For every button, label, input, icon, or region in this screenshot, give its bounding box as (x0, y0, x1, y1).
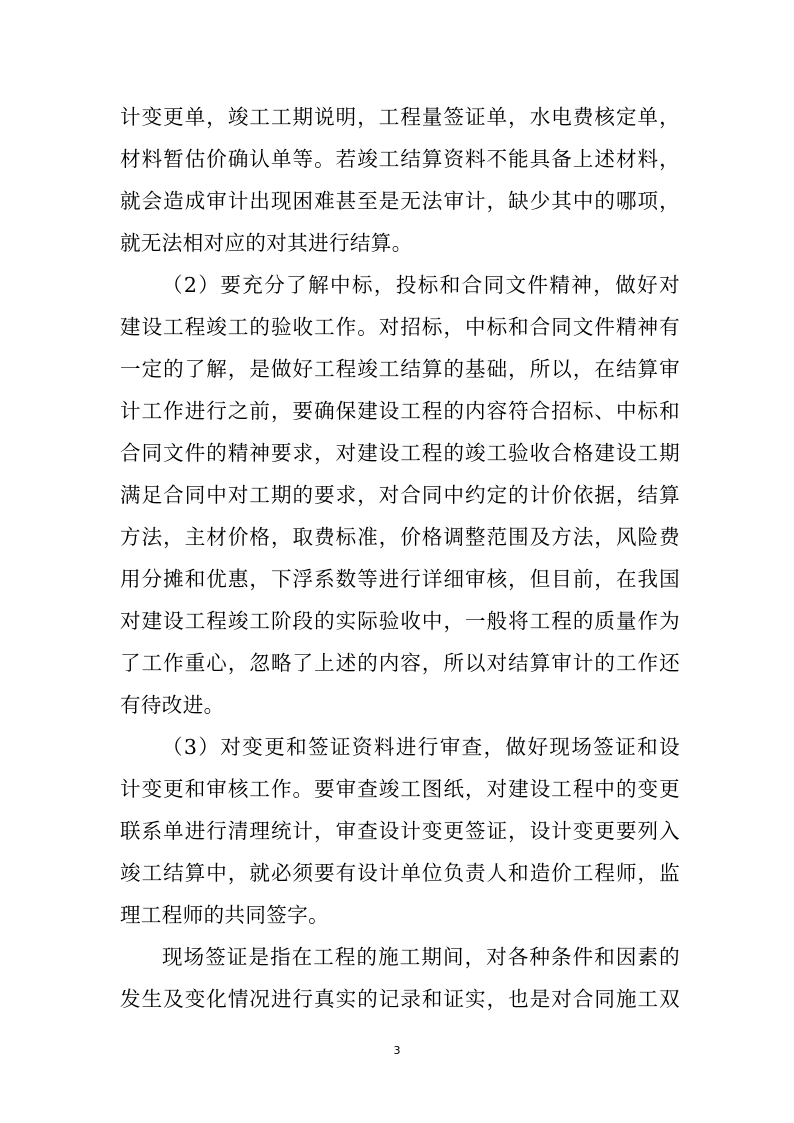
text-line: 材料暂估价确认单等。若竣工结算资料不能具备上述材料， (120, 147, 680, 171)
text-line: 一定的了解，是做好工程竣工结算的基础，所以，在结算审 (120, 357, 680, 381)
text-line: 了工作重心，忽略了上述的内容，所以对结算审计的工作还 (120, 651, 680, 675)
text-line: 对建设工程竣工阶段的实际验收中，一般将工程的质量作为 (120, 609, 680, 633)
text-line: 就会造成审计出现困难甚至是无法审计，缺少其中的哪项， (120, 189, 680, 213)
text-line: 理工程师的共同签字。 (120, 903, 329, 927)
page-number: 3 (393, 1044, 401, 1057)
text-line: 建设工程竣工的验收工作。对招标，中标和合同文件精神有 (120, 315, 680, 339)
text-line: 计工作进行之前，要确保建设工程的内容符合招标、中标和 (120, 399, 680, 423)
text-line: （3）对变更和签证资料进行审查，做好现场签证和设 (162, 735, 680, 759)
text-line: 满足合同中对工期的要求，对合同中约定的计价依据，结算 (120, 483, 680, 507)
text-line: 用分摊和优惠，下浮系数等进行详细审核，但目前，在我国 (120, 567, 680, 591)
text-line: 现场签证是指在工程的施工期间，对各种条件和因素的 (162, 945, 680, 969)
text-line: 方法，主材价格，取费标准，价格调整范围及方法，风险费 (120, 525, 680, 549)
text-line: 合同文件的精神要求，对建设工程的竣工验收合格建设工期 (120, 441, 680, 465)
text-line: 发生及变化情况进行真实的记录和证实，也是对合同施工双 (120, 987, 680, 1011)
text-line: 竣工结算中，就必须要有设计单位负责人和造价工程师，监 (120, 861, 680, 885)
text-line: 计变更和审核工作。要审查竣工图纸，对建设工程中的变更 (120, 777, 680, 801)
text-line: 有待改进。 (120, 693, 225, 717)
text-line: 联系单进行清理统计，审查设计变更签证，设计变更要列入 (120, 819, 680, 843)
text-line: 计变更单，竣工工期说明，工程量签证单，水电费核定单， (120, 105, 680, 129)
text-line: （2）要充分了解中标，投标和合同文件精神，做好对 (162, 273, 680, 297)
text-line: 就无法相对应的对其进行结算。 (120, 231, 413, 255)
